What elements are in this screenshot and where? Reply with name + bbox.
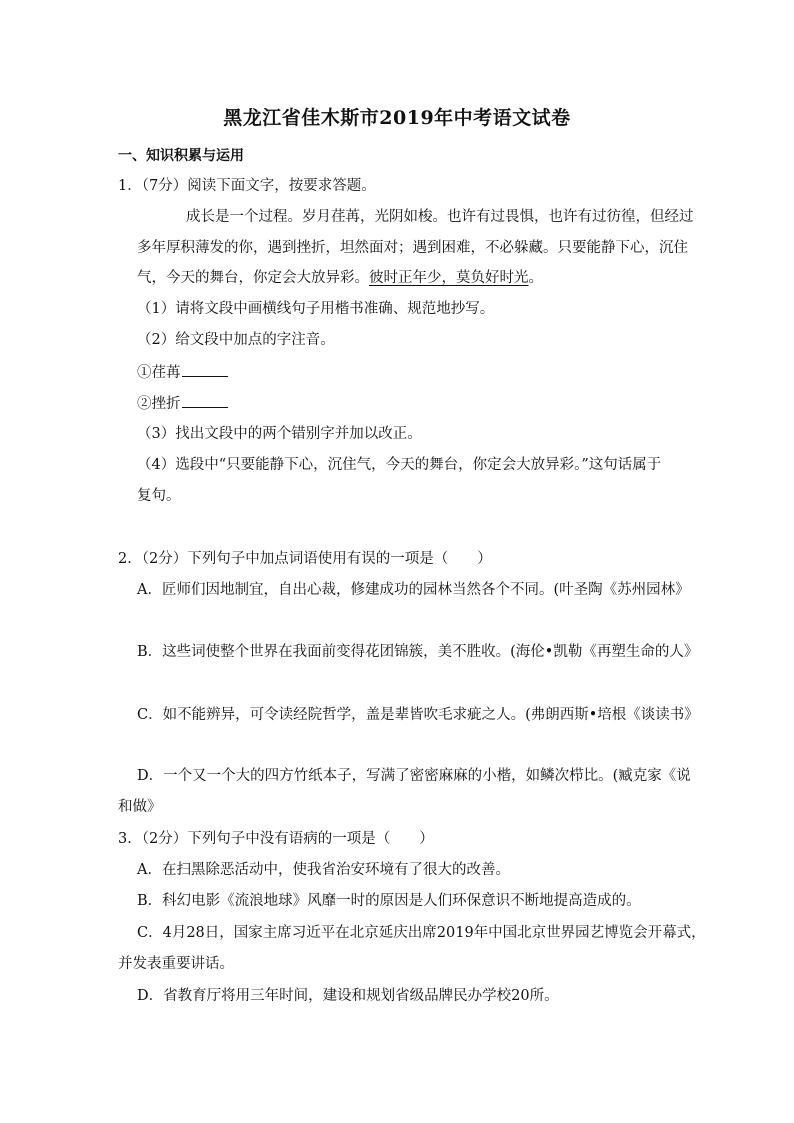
q1-stem: 1．（7分）阅读下面文字，按要求答题。: [118, 178, 376, 194]
q2-option-d-line-1: D．一个又一个大的四方竹纸本子，写满了密密麻麻的小楷，如鳞次栉比。(臧克家《说: [137, 768, 691, 784]
q1-item-2: [137, 393, 228, 414]
q2-option-d-line-2: 和做》: [118, 799, 162, 815]
q1-paragraph-line-3: [137, 268, 543, 288]
q1-item-2-label: ②挫折: [137, 396, 181, 412]
q1-paragraph-end: 。: [528, 270, 543, 286]
q1-sub-4-line-1: （4）选段中“只要能静下心，沉住气，今天的舞台，你定会大放异彩。”这句话属于: [137, 457, 662, 473]
q2-option-a: A．匠师们因地制宜，自出心裁，修建成功的园林当然各个不同。(叶圣陶《苏州园林》: [137, 582, 690, 598]
q1-paragraph-line-2: 多年厚积薄发的你，遇到挫折，坦然面对；遇到困难，不必躲藏。只要能静下心，沉住: [137, 240, 688, 256]
q1-item-1: [137, 362, 228, 383]
q1-underlined-sentence: 彼时正年少，莫负好时光: [369, 270, 529, 286]
section-heading: 一、知识积累与运用: [118, 148, 244, 164]
q3-stem: 3．（2分）下列句子中没有语病的一项是（ ）: [118, 831, 434, 847]
q1-paragraph-text: 气，今天的舞台，你定会大放异彩。: [137, 270, 369, 286]
q1-sub-3: （3）找出文段中的两个错别字并加以改正。: [137, 426, 422, 442]
q3-option-d: D．省教育厅将用三年时间，建设和规划省级品牌民办学校20所。: [137, 988, 559, 1004]
q1-sub-1: （1）请将文段中画横线句子用楷书准确、规范地抄写。: [137, 301, 495, 317]
q3-option-c-line-2: 并发表重要讲话。: [118, 956, 234, 972]
q2-option-b: B．这些词使整个世界在我面前变得花团锦簇，美不胜收。(海伦•凯勒《再塑生命的人》: [137, 644, 699, 660]
q1-paragraph-line-1: 成长是一个过程。岁月荏苒，光阴如梭。也许有过畏惧，也许有过彷徨，但经过: [186, 209, 694, 225]
q3-option-a: A．在扫黑除恶活动中，使我省治安环境有了很大的改善。: [137, 862, 510, 878]
q1-sub-4-line-2: 复句。: [137, 488, 181, 504]
q3-option-c-line-1: C．4月28日，国家主席习近平在北京延庆出席2019年中国北京世界园艺博览会开幕式，: [137, 925, 706, 941]
answer-blank[interactable]: [182, 362, 228, 377]
q2-stem: 2．（2分）下列句子中加点词语使用有误的一项是（ ）: [118, 551, 492, 567]
answer-blank[interactable]: [182, 393, 228, 408]
q1-sub-2: （2）给文段中加点的字注音。: [137, 332, 335, 348]
q1-item-1-label: ①荏苒: [137, 365, 181, 381]
q3-option-b: B．科幻电影《流浪地球》风靡一时的原因是人们环保意识不断地提高造成的。: [137, 893, 641, 909]
q2-option-c: C．如不能辨异，可令读经院哲学，盖是辈皆吹毛求疵之人。(弗朗西斯•培根《谈读书》: [137, 707, 699, 723]
page-title: 黑龙江省佳木斯市2019年中考语文试卷: [223, 107, 571, 129]
